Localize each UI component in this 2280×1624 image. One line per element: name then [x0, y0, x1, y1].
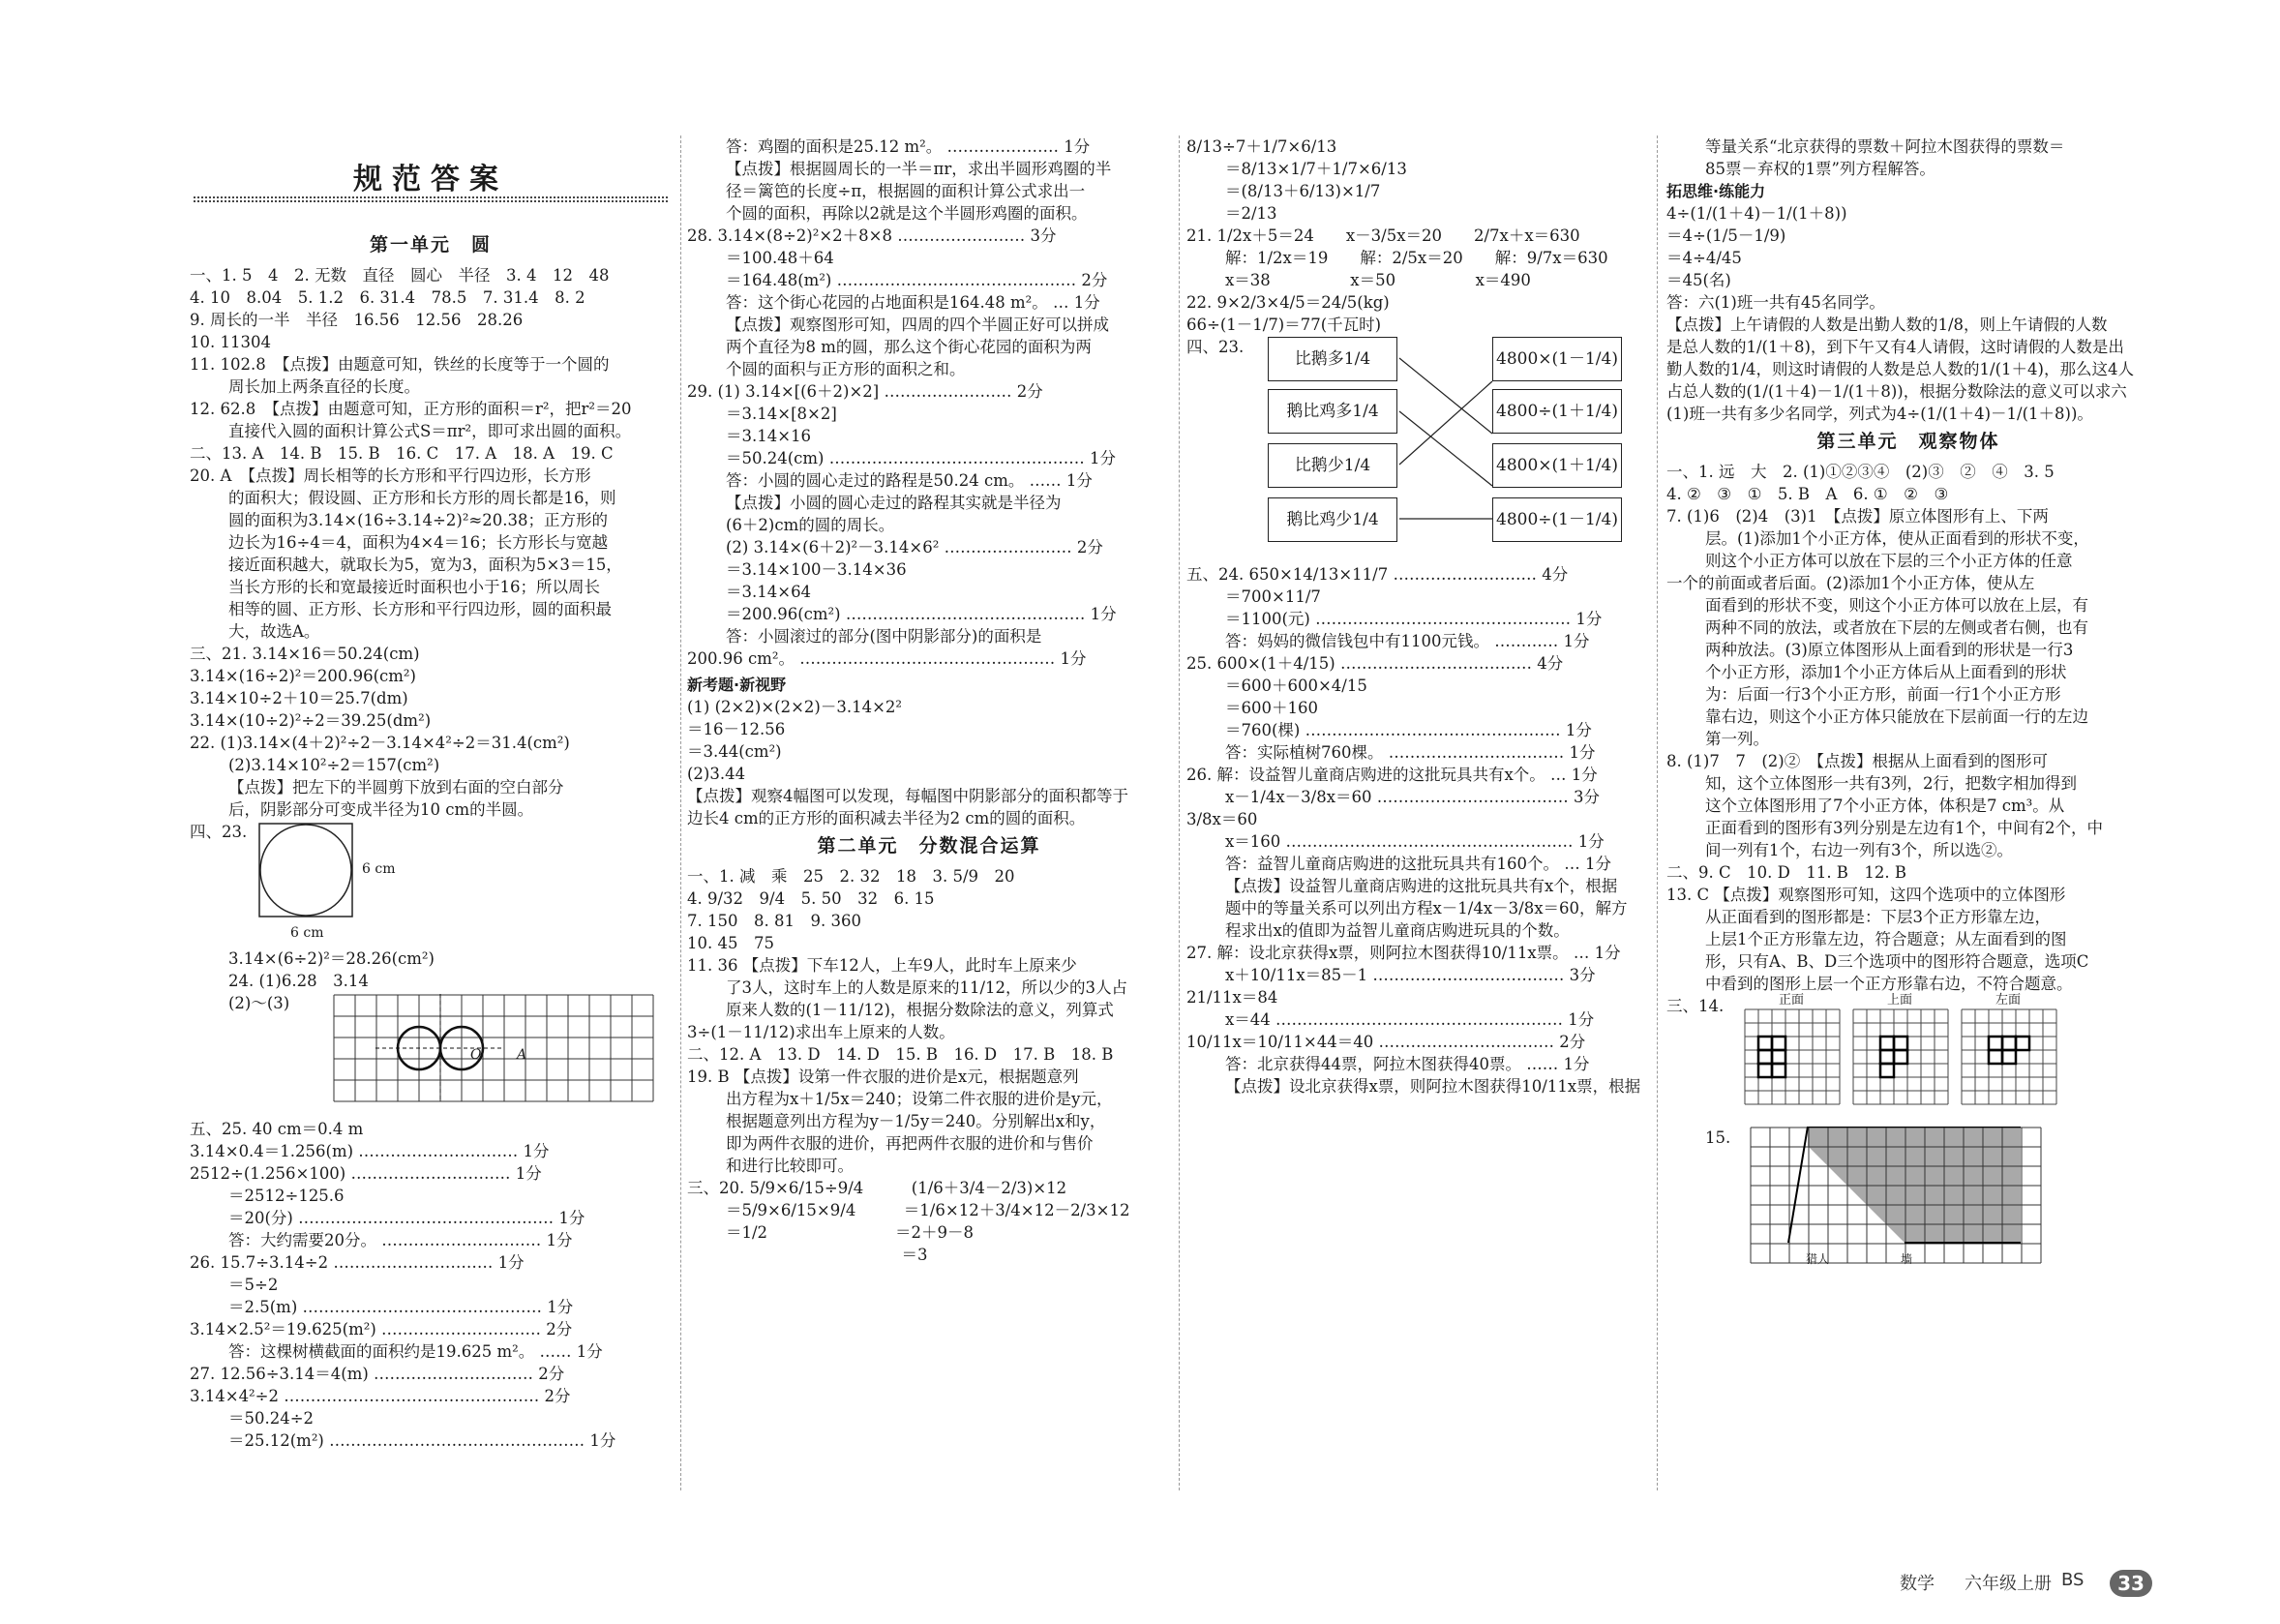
text-line: 8. (1)7 7 (2)② 【点拨】根据从上面看到的图形可 — [1666, 752, 2048, 770]
text-line: ＝5/9×6/15×9/4 ＝1/6×12＋3/4×12－2/3×12 — [726, 1201, 1130, 1219]
text-line: 一、1. 远 大 2. (1)①②③④ (2)③ ② ④ 3. 5 — [1666, 463, 2055, 481]
text-line: 21. 1/2x＋5＝24 x－3/5x＝20 2/7x＋x＝630 — [1186, 226, 1580, 245]
column-1 — [190, 228, 672, 1452]
text-line: x－1/4x－3/8x＝60 ……………………………… 3分 — [1225, 788, 1601, 806]
view-label-left: 左面 — [1995, 993, 2022, 1007]
text-line: 个圆的面积，再除以2就是这个半圆形鸡圈的面积。 — [726, 204, 1088, 223]
text-line: 五、24. 650×14/13×11/7 ……………………… 4分 — [1186, 565, 1569, 584]
text-line: 两种放法。(3)原立体图形从上面看到的形状是一行3 — [1705, 641, 2074, 659]
page-number: 33 — [2110, 1570, 2152, 1597]
column-2 — [687, 135, 1171, 1266]
text-line: 答：六(1)班一共有45名同学。 — [1666, 293, 1885, 312]
point-o-label: O — [470, 1047, 482, 1063]
text-line: 解：1/2x＝19 解：2/5x＝20 解：9/7x＝630 — [1225, 249, 1608, 267]
q24-line: 24. (1)6.28 3.14 — [228, 972, 369, 990]
text-line: 两种不同的放法，或者放在下层的左侧或者右侧，也有 — [1705, 618, 2088, 637]
matching-figure — [1186, 348, 1647, 563]
text-line: 圆的面积为3.14×(16÷3.14÷2)²≈20.38；正方形的 — [228, 511, 608, 529]
text-line: 答：这个街心花园的占地面积是164.48 m²。 … 1分 — [726, 293, 1100, 312]
view-square — [1758, 1037, 1772, 1050]
text-line: ＝600＋160 — [1225, 699, 1318, 717]
text-line: 二、13. A 14. B 15. B 16. C 17. A 18. A 19. C — [190, 444, 614, 463]
text-line: 直接代入圆的面积计算公式S＝πr²，即可求出圆的面积。 — [228, 422, 632, 440]
fig23-bottom-label: 6 cm — [290, 925, 324, 941]
text-line: x＝44 ……………………………………………… 1分 — [1225, 1010, 1595, 1029]
text-line: 3/8x＝60 — [1186, 810, 1258, 828]
unit3-heading: 第三单元 观察物体 — [1816, 431, 2000, 452]
text-line: 根据题意列出方程为y－1/5y＝240。分别解出x和y， — [726, 1112, 1106, 1130]
text-line: 22. 9×2/3×4/5＝24/5(kg) — [1186, 293, 1390, 312]
text-line: 出方程为x＋1/5x＝240；设第二件衣服的进价是y元， — [726, 1090, 1113, 1108]
text-line: 是总人数的1/(1＋8)，到下午又有4人请假，这时请假的人数是出 — [1666, 338, 2124, 356]
match-left-2: 鹅比鸡多1/4 — [1268, 389, 1397, 434]
text-line: 12. 62.8 【点拨】由题意可知，正方形的面积＝r²，把r²＝20 — [190, 400, 632, 418]
text-line: 3.14×2.5²＝19.625(m²) ………………………… 2分 — [190, 1320, 573, 1338]
text-line: 即为两件衣服的进价，再把两件衣服的进价和与售价 — [726, 1134, 1094, 1153]
text-line: 边长为16÷4＝4，面积为4×4＝16；长方形长与宽越 — [228, 533, 609, 552]
text-line: 9. 周长的一半 半径 16.56 12.56 28.26 — [190, 311, 524, 329]
text-line: ＝700×11/7 — [1225, 587, 1321, 606]
view-square — [1989, 1050, 2002, 1064]
text-line: 一、1. 减 乘 25 2. 32 18 3. 5/9 20 — [687, 867, 1015, 886]
figure-23 — [190, 843, 672, 947]
match-right-3: 4800×(1＋1/4) — [1492, 443, 1622, 488]
text-line: 大，故选A。 — [228, 622, 320, 641]
text-line: 20. A 【点拨】周长相等的长方形和平行四边形，长方形 — [190, 466, 591, 485]
text-line: 【点拨】上午请假的人数是出勤人数的1/8，则上午请假的人数 — [1666, 316, 2108, 334]
fig23-side-label: 6 cm — [362, 861, 396, 877]
view-square — [1772, 1064, 1785, 1077]
text-line: ＝1/2 ＝2＋9－8 — [726, 1223, 975, 1242]
text-line: ＝3.14×100－3.14×36 — [726, 560, 907, 579]
view-square — [1772, 1050, 1785, 1064]
text-line: 这个立体图形用了7个小正方体，体积是7 cm³。从 — [1705, 797, 2065, 815]
column-divider — [680, 135, 681, 1490]
text-line: 个小正方形，添加1个小正方体后从上面看到的形状 — [1705, 663, 2067, 681]
text-line: 4÷(1/(1＋4)－1/(1＋8)) — [1666, 204, 1847, 223]
text-line: ＝3 — [726, 1246, 928, 1264]
text-line: 两个直径为8 m的圆，那么这个街心花园的面积为两 — [726, 338, 1092, 356]
text-line: 26. 解：设益智儿童商店购进的这批玩具共有x个。 … 1分 — [1186, 766, 1598, 784]
text-line: 【点拨】设北京获得x票，则阿拉木图获得10/11x票，根据 — [1225, 1077, 1641, 1096]
page-title: 规范答案 — [353, 163, 508, 196]
text-line: 2512÷(1.256×100) ………………………… 1分 — [190, 1164, 542, 1183]
text-line: (1)班一共有多少名同学，列式为4÷(1/(1＋4)－1/(1＋8))。 — [1666, 405, 2093, 423]
text-line: 66÷(1－1/7)＝77(千瓦时) — [1186, 316, 1382, 334]
text-line: (1) (2×2)×(2×2)－3.14×2² — [687, 698, 903, 716]
text-line: ＝2/13 — [1225, 204, 1277, 223]
text-line: ＝100.48＋64 — [726, 249, 834, 267]
text-line: 10. 11304 — [190, 333, 271, 351]
q24-part-label: (2)～(3) — [228, 994, 290, 1012]
text-line: 答：鸡圈的面积是25.12 m²。 ………………… 1分 — [726, 137, 1091, 156]
text-line: 27. 解：设北京获得x票，则阿拉木图获得10/11x票。 … 1分 — [1186, 944, 1621, 962]
unit1-heading: 第一单元 圆 — [369, 234, 492, 256]
text-line: 10. 45 75 — [687, 934, 774, 952]
text-line: 勤人数的1/4，则这时请假的人数是总人数的1/(1＋4)，那么这4人 — [1666, 360, 2134, 378]
text-line: 11. 102.8 【点拨】由题意可知，铁丝的长度等于一个圆的 — [190, 355, 610, 374]
text-line: ＝164.48(m²) ……………………………………… 2分 — [726, 271, 1108, 289]
footer-grade: 六年级上册 — [1965, 1574, 2052, 1594]
text-line: 21/11x＝84 — [1186, 988, 1278, 1007]
text-line: 则这个小正方体可以放在下层的三个小正方体的任意 — [1705, 552, 2073, 570]
text-line: ＝16－12.56 — [687, 720, 786, 738]
text-line: ＝(8/13＋6/13)×1/7 — [1225, 182, 1381, 200]
text-line: 占总人数的(1/(1＋4)－1/(1＋8))，根据分数除法的意义可以求六 — [1666, 382, 2127, 401]
match-left-3: 比鹅少1/4 — [1268, 443, 1397, 488]
view-square — [1989, 1037, 2002, 1050]
text-line: 26. 15.7÷3.14÷2 ………………………… 1分 — [190, 1253, 525, 1272]
text-line: 4. ② ③ ① 5. B A 6. ① ② ③ — [1666, 485, 1949, 503]
text-line: 上层1个正方形靠左边，符合题意；从左面看到的图 — [1705, 930, 2067, 948]
text-line: 题中的等量关系可以列出方程x－1/4x－3/8x＝60，解方 — [1225, 899, 1628, 917]
text-line: 和进行比较即可。 — [726, 1157, 854, 1175]
text-line: 13. C 【点拨】观察图形可知，这四个选项中的立体图形 — [1666, 886, 2066, 904]
view-label-top: 上面 — [1887, 993, 1913, 1007]
view-square — [2002, 1050, 2016, 1064]
text-line: ＝5÷2 — [228, 1276, 279, 1294]
text-line: ＝45(名) — [1666, 271, 1731, 289]
view-square — [1880, 1050, 1894, 1064]
view-square — [1894, 1037, 1907, 1050]
wall-label: 墙 — [1901, 1252, 1913, 1266]
text-line: 29. (1) 3.14×[(6＋2)×2] …………………… 2分 — [687, 382, 1043, 401]
view-square — [1894, 1050, 1907, 1064]
text-line: 答：妈妈的微信钱包中有1100元钱。 ………… 1分 — [1225, 632, 1590, 650]
text-line: 的面积大；假设圆、正方形和长方形的周长都是16，则 — [228, 489, 616, 507]
text-line: 27. 12.56÷3.14＝4(m) ………………………… 2分 — [190, 1365, 565, 1383]
text-line: ＝3.14×[8×2] — [726, 405, 837, 423]
column-3 — [1186, 135, 1647, 1098]
text-line: 答：小圆的圆心走过的路程是50.24 cm。 …… 1分 — [726, 471, 1093, 490]
text-line: 原来人数的(1－11/12)，根据分数除法的意义，列算式 — [726, 1001, 1114, 1019]
view-square — [1880, 1037, 1894, 1050]
text-line: 答：小圆滚过的部分(图中阴影部分)的面积是 — [726, 627, 1042, 646]
text-line: 【点拨】观察4幅图可以发现，每幅图中阴影部分的面积都等于 — [687, 787, 1128, 805]
text-line: 等量关系“北京获得的票数＋阿拉木图获得的票数＝ — [1705, 137, 2065, 156]
text-line: 3.14×(10÷2)²÷2＝39.25(dm²) — [190, 711, 432, 730]
text-line: 3.14×10÷2＋10＝25.7(dm) — [190, 689, 408, 707]
text-line: 85票－弃权的1票”列方程解答。 — [1705, 160, 1935, 178]
text-line: 三、20. 5/9×6/15÷9/4 (1/6＋3/4－2/3)×12 — [687, 1179, 1067, 1197]
q14-label: 三、14. — [1666, 997, 1725, 1015]
text-line: 程求出x的值即为益智儿童商店购进玩具的个数。 — [1225, 921, 1570, 940]
text-line: 二、12. A 13. D 14. D 15. B 16. D 17. B 18. B — [687, 1045, 1114, 1064]
match-left-1: 比鹅多1/4 — [1268, 337, 1397, 381]
text-line: 当长方形的长和宽最接近时面积也小于16；所以周长 — [228, 578, 600, 596]
view-square — [1758, 1050, 1772, 1064]
q23-label: 四、23. — [190, 823, 248, 841]
footer-subject: 数学 — [1900, 1574, 1935, 1594]
text-line: 200.96 cm²。 ………………………………………… 1分 — [687, 649, 1087, 668]
text-line: 10/11x＝10/11×44＝40 …………………………… 2分 — [1186, 1033, 1586, 1051]
text-line: 25. 600×(1＋4/15) ……………………………… 4分 — [1186, 654, 1564, 673]
text-line: 为：后面一行3个小正方形，前面一行1个小正方形 — [1705, 685, 2061, 704]
text-line: 【点拨】把左下的半圆剪下放到右面的空白部分 — [228, 778, 564, 797]
text-line: 【点拨】设益智儿童商店购进的这批玩具共有x个，根据 — [1225, 877, 1618, 895]
q15-label: 15. — [1705, 1128, 1731, 1147]
text-line: 【点拨】根据圆周长的一半＝πr，求出半圆形鸡圈的半 — [726, 160, 1112, 178]
text-line: ＝50.24÷2 — [228, 1409, 315, 1428]
text-line: 面看到的形状不变，则这个小正方体可以放在上层，有 — [1705, 596, 2088, 615]
text-line: 了3人，这时车上的人数是原来的11/12，所以少的3人占 — [726, 978, 1128, 997]
text-line: ＝3.14×16 — [726, 427, 812, 445]
unit2-heading: 第二单元 分数混合运算 — [817, 835, 1041, 857]
text-line: 个圆的面积与正方形的面积之和。 — [726, 360, 966, 378]
view-square — [2002, 1037, 2016, 1050]
text-line: 4. 10 8.04 5. 1.2 6. 31.4 78.5 7. 31.4 8. 2 — [190, 288, 585, 307]
text-line: 答：益智儿童商店购进的这批玩具共有160个。 … 1分 — [1225, 855, 1611, 873]
figure-15 — [1666, 1127, 2150, 1281]
text-line: 3.14×0.4＝1.256(m) ………………………… 1分 — [190, 1142, 550, 1160]
text-line: 中看到的图形上层一个正方形靠右边，不符合题意。 — [1705, 975, 2073, 993]
text-line: ＝3.14×64 — [726, 583, 812, 601]
view-square — [1758, 1064, 1772, 1077]
text-line: (2) 3.14×(6＋2)²－3.14×6² …………………… 2分 — [726, 538, 1103, 556]
text-line: (2)3.44 — [687, 765, 746, 783]
text-line: ＝3.44(cm²) — [687, 742, 782, 761]
column-divider — [1179, 135, 1180, 1490]
view-square — [1772, 1037, 1785, 1050]
figure-24 — [190, 992, 672, 1118]
text-line: 边长4 cm的正方形的面积减去半径为2 cm的圆的面积。 — [687, 809, 1086, 827]
text-line: 19. B 【点拨】设第一件衣服的进价是x元，根据题意列 — [687, 1068, 1079, 1086]
text-line: 【点拨】小圆的圆心走过的路程其实就是半径为 — [726, 494, 1062, 512]
text-line: 11. 36 【点拨】下车12人，上车9人，此时车上原来少 — [687, 956, 1077, 975]
text-line: 形，只有A、B、D三个选项中的图形符合题意，选项C — [1705, 952, 2089, 971]
match-right-1: 4800×(1－1/4) — [1492, 337, 1622, 381]
title-divider — [194, 196, 668, 202]
footer-edition: BS — [2061, 1570, 2085, 1590]
hunter-label: 猎人 — [1806, 1252, 1830, 1266]
text-line: ＝200.96(cm²) ……………………………………… 1分 — [726, 605, 1117, 623]
text-line: 后，阴影部分可变成半径为10 cm的半圆。 — [228, 800, 534, 819]
text-line: x＝38 x＝50 x＝490 — [1225, 271, 1531, 289]
extension-heading: 拓思维·练能力 — [1666, 182, 1766, 200]
text-line: 4. 9/32 9/4 5. 50 32 6. 15 — [687, 889, 935, 908]
view-square — [2016, 1037, 2029, 1050]
text-line: ＝1100(元) ………………………………………… 1分 — [1225, 610, 1603, 628]
text-line: 相等的圆、正方形、长方形和平行四边形，圆的面积最 — [228, 600, 612, 618]
text-line: 二、9. C 10. D 11. B 12. B — [1666, 863, 1907, 882]
text-line: 周长加上两条直径的长度。 — [228, 377, 420, 396]
text-line: 接近面积越大，就取长为5，宽为3，面积为5×3＝15， — [228, 556, 622, 574]
figure-14 — [1666, 995, 2150, 1127]
text-line: 答：北京获得44票，阿拉木图获得40票。 …… 1分 — [1225, 1055, 1590, 1073]
text-line: 靠右边，则这个小正方体只能放在下层前面一行的左边 — [1705, 707, 2088, 726]
text-line: 3.14×4²÷2 ………………………………………… 2分 — [190, 1387, 571, 1405]
text-line: ＝8/13×1/7＋1/7×6/13 — [1225, 160, 1407, 178]
text-line: ＝760(棵) ………………………………………… 1分 — [1225, 721, 1592, 739]
page-footer — [0, 1570, 2280, 1624]
text-line: 8/13÷7＋1/7×6/13 — [1186, 137, 1337, 156]
text-line: ＝4÷(1/5－1/9) — [1666, 226, 1786, 245]
text-line: 7. (1)6 (2)4 (3)1 【点拨】原立体图形有上、下两 — [1666, 507, 2049, 526]
shaded-region — [1808, 1127, 2021, 1243]
text-line: 答：大约需要20分。 ………………………… 1分 — [228, 1231, 573, 1249]
text-line: 3.14×(16÷2)²＝200.96(cm²) — [190, 667, 416, 685]
text-line: 22. (1)3.14×(4＋2)²÷2－3.14×4²÷2＝31.4(cm²) — [190, 734, 570, 752]
text-line: x＋10/11x＝85－1 ……………………………… 3分 — [1225, 966, 1596, 984]
column-4 — [1666, 135, 2150, 1281]
q23-match-label: 四、23. — [1186, 338, 1245, 356]
match-right-2: 4800÷(1＋1/4) — [1492, 389, 1622, 434]
q23-answer: 3.14×(6÷2)²＝28.26(cm²) — [228, 949, 435, 968]
text-line: 7. 150 8. 81 9. 360 — [687, 912, 861, 930]
new-section-heading: 新考题·新视野 — [687, 676, 787, 694]
text-line: 第一列。 — [1705, 730, 1769, 748]
text-line: 28. 3.14×(8÷2)²×2＋8×8 …………………… 3分 — [687, 226, 1057, 245]
view-label-front: 正面 — [1779, 993, 1805, 1007]
text-line: 一个的前面或者后面。(2)添加1个小正方体，使从左 — [1666, 574, 2035, 592]
sight-line — [1788, 1127, 1808, 1243]
text-line: 知，这个立体图形一共有3列，2行，把数字相加得到 — [1705, 774, 2077, 793]
text-line: ＝20(分) ………………………………………… 1分 — [228, 1209, 585, 1227]
match-right-4: 4800÷(1－1/4) — [1492, 497, 1622, 542]
text-line: 间一列有1个，右边一列有3个，所以选②。 — [1705, 841, 2013, 859]
point-a-label: A — [517, 1047, 527, 1063]
text-line: 五、25. 40 cm＝0.4 m — [190, 1120, 364, 1138]
text-line: 答：这棵树横截面的面积约是19.625 m²。 …… 1分 — [228, 1342, 603, 1361]
text-line: ＝4÷4/45 — [1666, 249, 1742, 267]
text-line: 正面看到的图形有3列分别是左边有1个，中间有2个，中 — [1705, 819, 2103, 837]
view-square — [1880, 1064, 1894, 1077]
text-line: 一、1. 5 4 2. 无数 直径 圆心 半径 3. 4 12 48 — [190, 266, 610, 285]
text-line: x＝160 ……………………………………………… 1分 — [1225, 832, 1605, 851]
text-line: ＝50.24(cm) ………………………………………… 1分 — [726, 449, 1116, 467]
match-left-4: 鹅比鸡少1/4 — [1268, 497, 1397, 542]
column-divider — [1657, 135, 1658, 1490]
text-line: 三、21. 3.14×16＝50.24(cm) — [190, 645, 420, 663]
text-line: 层。(1)添加1个小正方体，使从正面看到的形状不变， — [1705, 529, 2089, 548]
text-line: 【点拨】观察图形可知，四周的四个半圆正好可以拼成 — [726, 316, 1109, 334]
text-line: ＝25.12(m²) ………………………………………… 1分 — [228, 1431, 616, 1450]
text-line: ＝2.5(m) ……………………………………… 1分 — [228, 1298, 574, 1316]
text-line: 答：实际植树760棵。 …………………………… 1分 — [1225, 743, 1596, 762]
text-line: ＝2512÷125.6 — [228, 1187, 345, 1205]
text-line: 3÷(1－11/12)求出车上原来的人数。 — [687, 1023, 955, 1041]
text-line: 从正面看到的图形都是：下层3个正方形靠左边， — [1705, 908, 2051, 926]
text-line: (6＋2)cm的圆的周长。 — [726, 516, 895, 534]
text-line: ＝600＋600×4/15 — [1225, 677, 1367, 695]
text-line: 径＝篱笆的长度÷π，根据圆的面积计算公式求出一 — [726, 182, 1086, 200]
text-line: (2)3.14×10²÷2＝157(cm²) — [228, 756, 440, 774]
